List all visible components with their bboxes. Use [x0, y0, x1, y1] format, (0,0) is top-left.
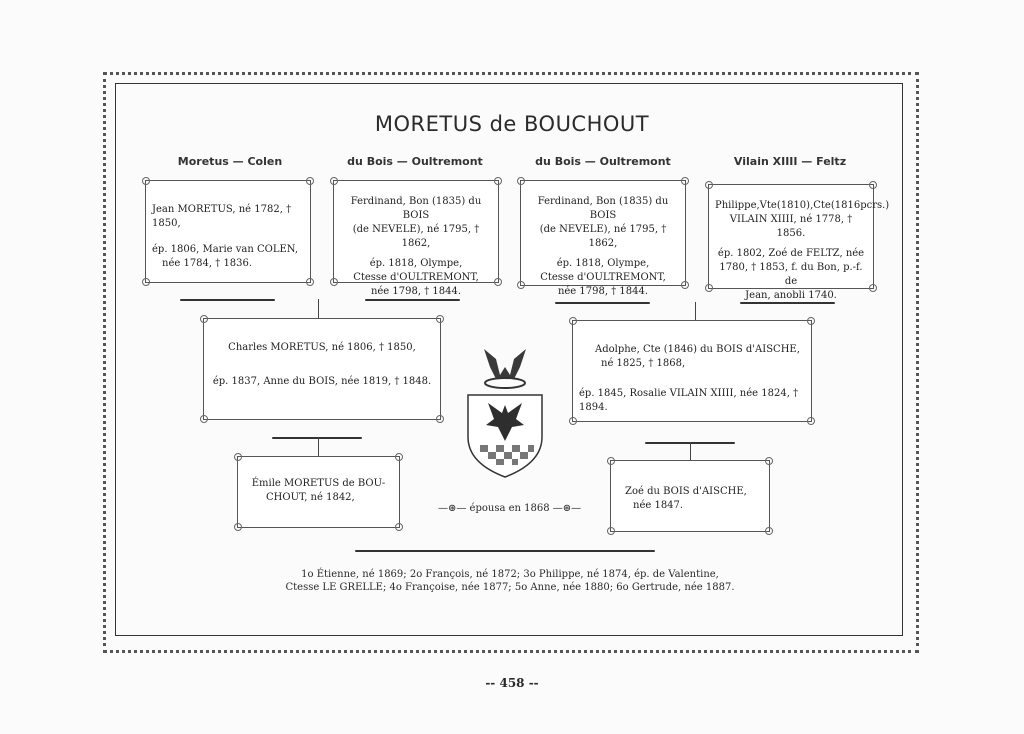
box-jean-moretus: [145, 180, 311, 283]
box-line: ép. 1802, Zoé de FELTZ, née: [717, 248, 865, 259]
box-line: Charles MORETUS, né 1806, † 1850,: [228, 342, 416, 353]
coat-of-arms: [466, 345, 544, 480]
children-divider: [355, 550, 655, 552]
box-line: (de NEVELE), né 1795, † 1862,: [539, 224, 667, 249]
connector-swash: [272, 437, 362, 439]
column-heading-4: Vilain XIIII — Feltz: [733, 155, 847, 168]
box-line: ép. 1818, Olympe,: [369, 258, 463, 269]
box-line: Jean MORETUS, né 1782, † 1850,: [152, 204, 292, 229]
box-line: née 1798, † 1844.: [370, 286, 462, 297]
box-line: née 1798, † 1844.: [557, 286, 649, 297]
page-number: -- 458 --: [485, 676, 539, 690]
box-philippe-vilain: [708, 184, 890, 301]
box-line: né 1825, † 1868,: [601, 358, 686, 369]
box-line: Jean, anobli 1740.: [745, 290, 837, 301]
marriage-note: —⊛— épousa en 1868 —⊛—: [438, 503, 582, 514]
box-line: Ctesse d'OULTREMONT,: [353, 272, 479, 283]
box-line: ép. 1837, Anne du BOIS, née 1819, † 1848.: [212, 376, 432, 387]
box-line: ép. 1845, Rosalie VILAIN XIIII, née 1824, † 1894.: [579, 388, 799, 413]
box-line: née 1784, † 1836.: [162, 258, 253, 269]
box-charles-moretus: [203, 318, 441, 420]
box-line: 1780, † 1853, f. du Bon, p.-f. de: [719, 262, 863, 287]
box-line: Adolphe, Cte (1846) du BOIS d'AISCHE,: [595, 344, 800, 355]
connector-swash: [555, 302, 650, 304]
connector-swash: [180, 299, 275, 301]
box-line: ép. 1806, Marie van COLEN,: [152, 244, 299, 255]
box-line: CHOUT, né 1842,: [266, 492, 355, 503]
box-line: ép. 1818, Olympe,: [556, 258, 650, 269]
box-line: Ferdinand, Bon (1835) du BOIS: [350, 196, 482, 221]
children-line: Ctesse LE GRELLE; 4o Françoise, née 1877; 5o Anne, née 1880; 6o Gertrude, née 1887.: [285, 582, 735, 593]
box-zoe-du-bois: [610, 460, 770, 532]
box-line: Émile MORETUS de BOU-: [251, 478, 386, 489]
box-ferdinand-du-bois-2: [520, 180, 686, 297]
box-line: née 1847.: [633, 500, 684, 511]
children-line: 1o Étienne, né 1869; 2o François, né 1872; 3o Philippe, né 1874, ép. de Valentine,: [301, 569, 719, 580]
column-heading-2: du Bois — Oultremont: [347, 155, 483, 168]
column-heading-1: Moretus — Colen: [177, 155, 283, 168]
box-line: Zoé du BOIS d'AISCHE,: [625, 486, 747, 497]
box-line: Philippe,Vte(1810),Cte(1816pcrs.): [715, 200, 890, 211]
connector-line: [318, 437, 319, 457]
connector-line: [318, 299, 319, 319]
children-list: [250, 568, 770, 594]
box-ferdinand-du-bois-1: [333, 180, 499, 297]
crest-eagle-icon: [484, 349, 526, 388]
box-emile-moretus: [237, 456, 400, 528]
connector-swash: [740, 302, 835, 304]
box-line: Ctesse d'OULTREMONT,: [540, 272, 666, 283]
connector-line: [690, 442, 691, 462]
column-heading-3: du Bois — Oultremont: [535, 155, 671, 168]
box-line: VILAIN XIIII, né 1778, † 1856.: [729, 214, 853, 239]
connector-line: [695, 302, 696, 320]
page-title: MORETUS de BOUCHOUT: [374, 112, 650, 136]
box-line: Ferdinand, Bon (1835) du BOIS: [537, 196, 669, 221]
box-adolphe-du-bois: [572, 320, 812, 422]
connector-swash: [365, 299, 460, 301]
shield-icon: [468, 395, 542, 477]
box-line: (de NEVELE), né 1795, † 1862,: [352, 224, 480, 249]
